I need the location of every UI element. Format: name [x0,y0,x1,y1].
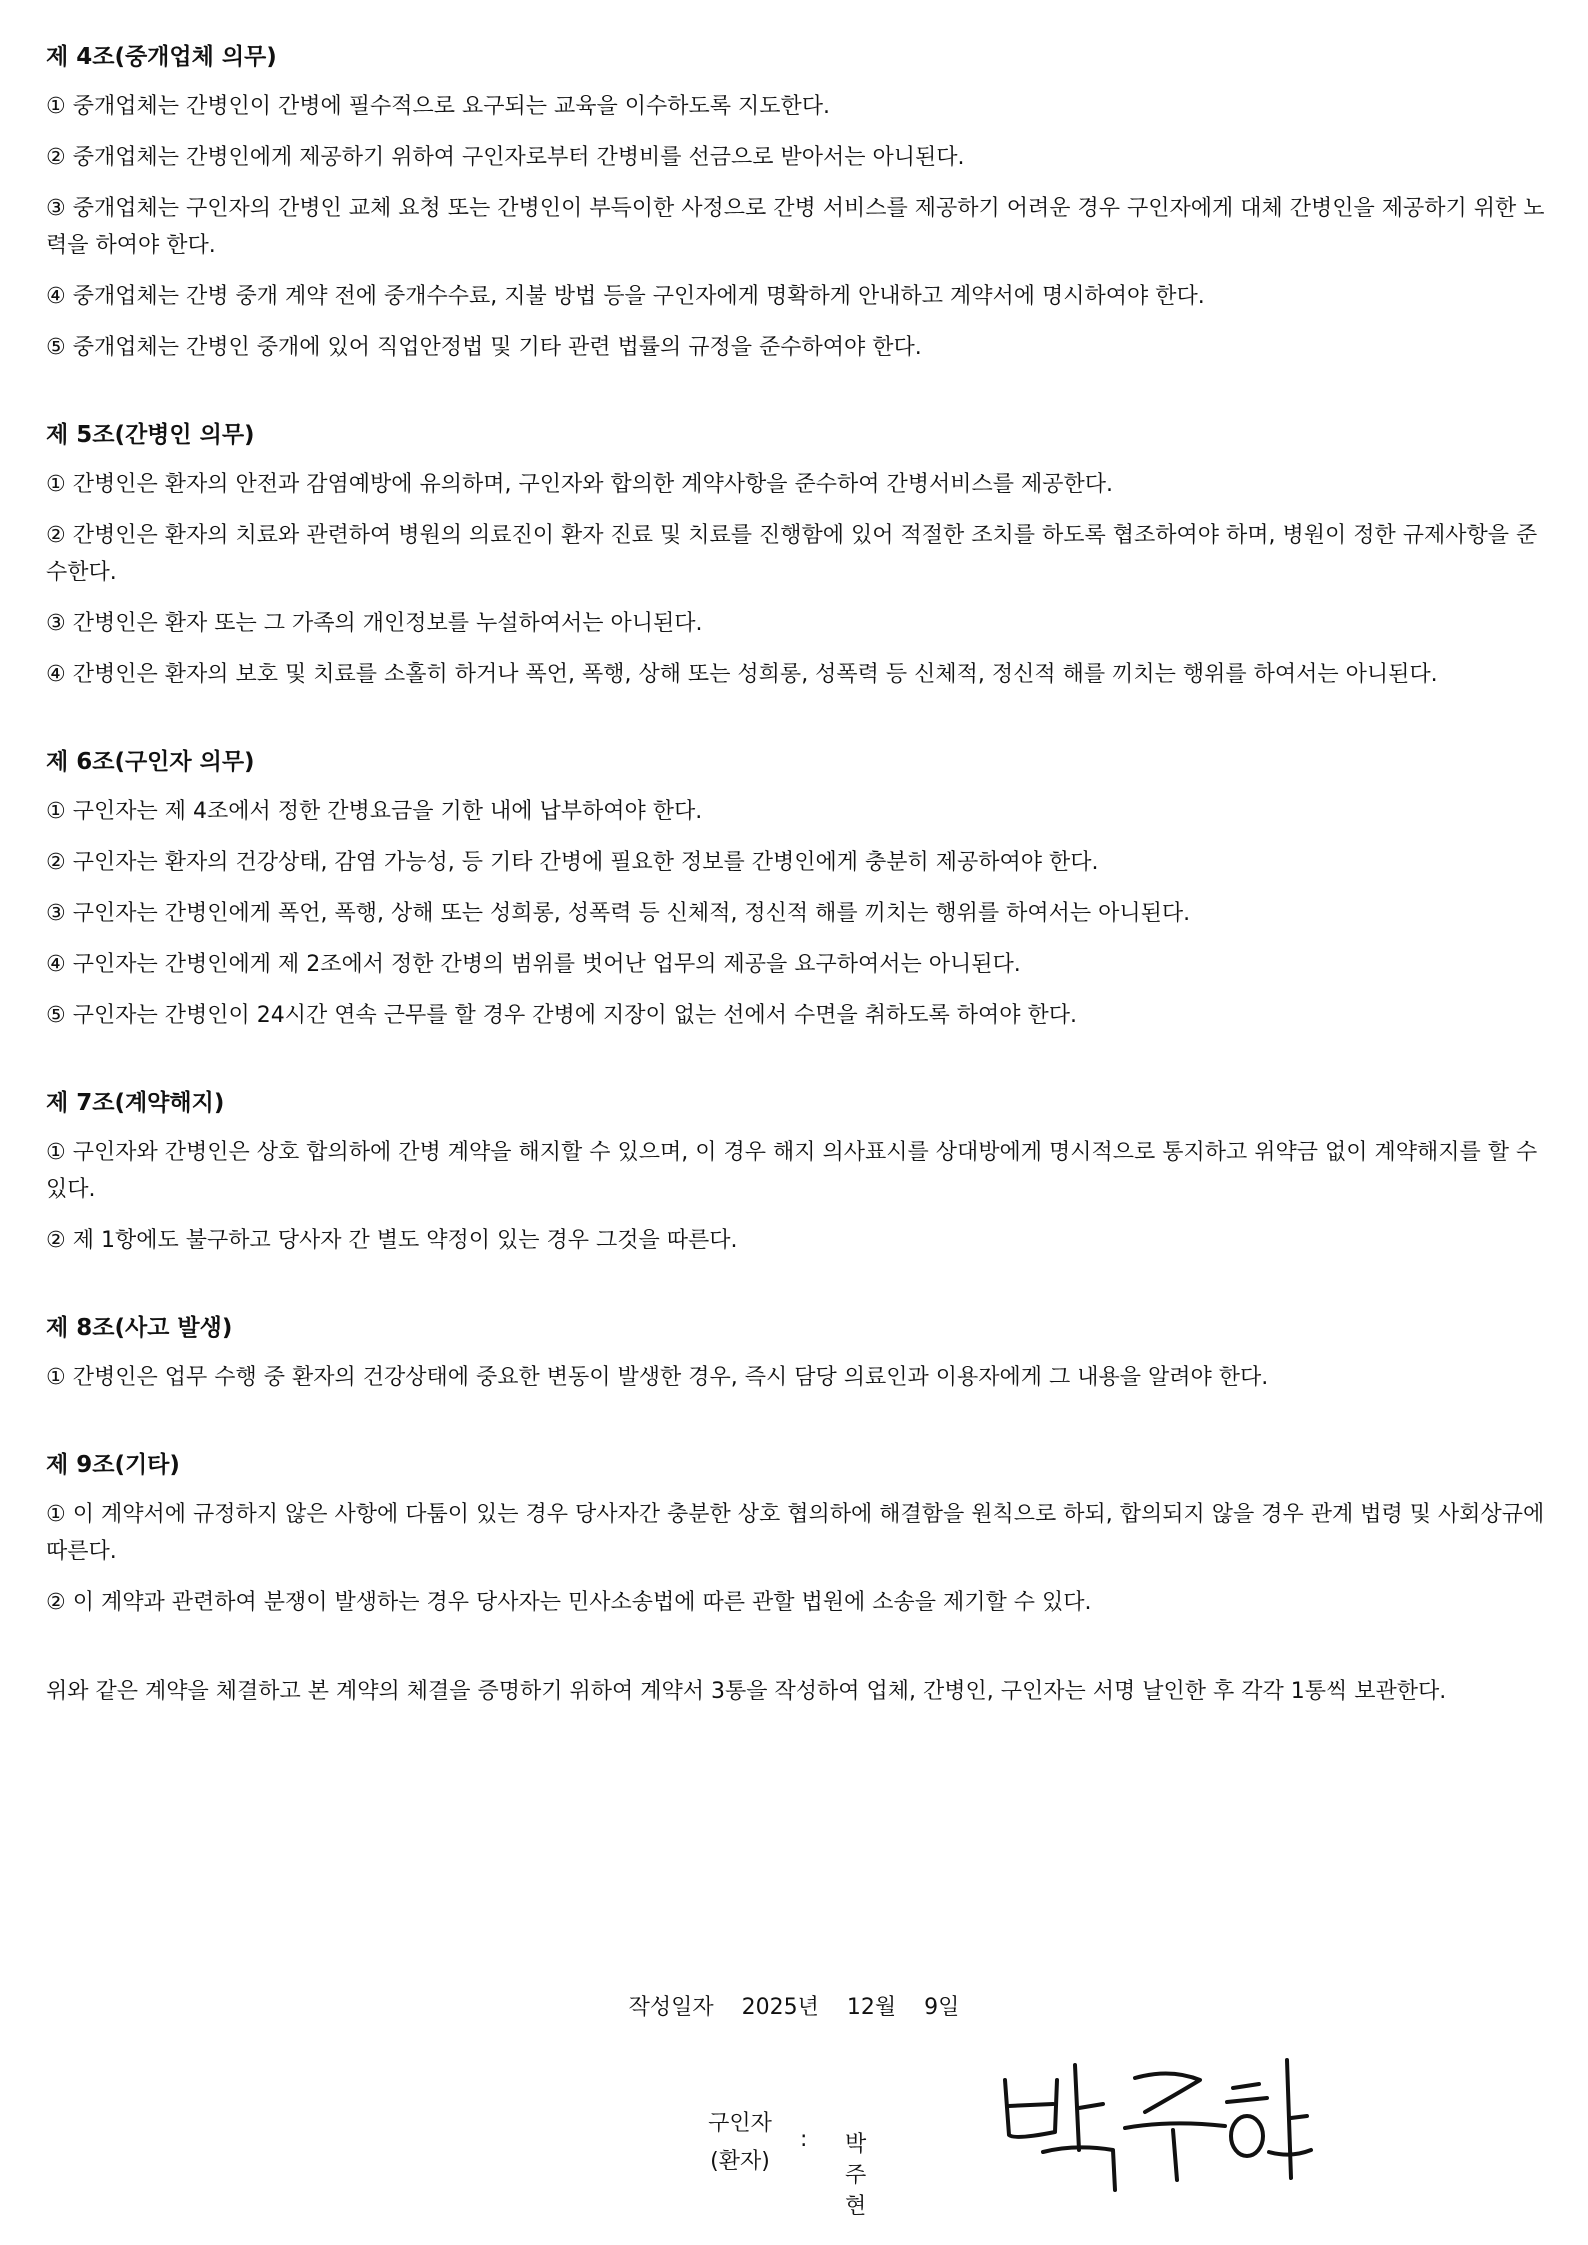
clause-item: ① 간병인은 업무 수행 중 환자의 건강상태에 중요한 변동이 발생한 경우, 즉시 담당 의료인과 이용자에게 그 내용을 알려야 한다. [46,1365,1269,1390]
clause-item: ① 구인자는 제 4조에서 정한 간병요금을 기한 내에 납부하여야 한다. [46,799,703,824]
clause-item: ④ 구인자는 간병인에게 제 2조에서 정한 간병의 범위를 벗어난 업무의 제공을 요구하여서는 아니된다. [46,952,1021,977]
article-section [46,1086,1546,1259]
article-title: 제 7조(계약해지) [46,1090,225,1116]
clause-item: ③ 구인자는 간병인에게 폭언, 폭행, 상해 또는 성희롱, 성폭력 등 신체적, 정신적 해를 끼치는 행위를 하여서는 아니된다. [46,901,1191,926]
signer-role-line2: (환자) [710,2149,770,2174]
article-title: 제 5조(간병인 의무) [46,422,255,448]
article-section [46,1448,1546,1621]
clause-item: ② 구인자는 환자의 건강상태, 감염 가능성, 등 기타 간병에 필요한 정보를 간병인에게 충분히 제공하여야 한다. [46,850,1099,875]
clause-item: ① 간병인은 환자의 안전과 감염예방에 유의하며, 구인자와 합의한 계약사항을 준수하여 간병서비스를 제공한다. [46,472,1113,497]
article-title: 제 4조(중개업체 의무) [46,44,277,70]
article-title: 제 6조(구인자 의무) [46,749,255,775]
clause-item: ③ 중개업체는 구인자의 간병인 교체 요청 또는 간병인이 부득이한 사정으로 간병 서비스를 제공하기 어려운 경우 구인자에게 대체 간병인을 제공하기 위한 노력을 하여야 한다. [46,196,1545,258]
clause-item: ④ 중개업체는 간병 중개 계약 전에 중개수수료, 지불 방법 등을 구인자에게 명확하게 안내하고 계약서에 명시하여야 한다. [46,284,1205,309]
clause-item: ② 중개업체는 간병인에게 제공하기 위하여 구인자로부터 간병비를 선금으로 받아서는 아니된다. [46,145,965,170]
clause-item: ② 간병인은 환자의 치료와 관련하여 병원의 의료진이 환자 진료 및 치료를 진행함에 있어 적절한 조치를 하도록 협조하여야 하며, 병원이 정한 규제사항을 준수한다. [46,523,1538,585]
article-title: 제 8조(사고 발생) [46,1315,233,1341]
closing-paragraph: 위와 같은 계약을 체결하고 본 계약의 체결을 증명하기 위하여 계약서 3통을 작성하여 업체, 간병인, 구인자는 서명 날인한 후 각각 1통씩 보관한다. [46,1679,1447,1704]
clause-item: ① 중개업체는 간병인이 간병에 필수적으로 요구되는 교육을 이수하도록 지도한다. [46,94,830,119]
signer-name: 박주현 [845,2132,867,2219]
clause-item: ④ 간병인은 환자의 보호 및 치료를 소홀히 하거나 폭언, 폭행, 상해 또는 성희롱, 성폭력 등 신체적, 정신적 해를 끼치는 행위를 하여서는 아니된다. [46,662,1438,687]
date-day: 9일 [924,1995,960,2020]
clause-item: ③ 간병인은 환자 또는 그 가족의 개인정보를 누설하여서는 아니된다. [46,611,703,636]
clause-item: ② 제 1항에도 불구하고 당사자 간 별도 약정이 있는 경우 그것을 따른다. [46,1228,738,1253]
article-section [46,40,1546,366]
date-label: 작성일자 [628,1995,714,2020]
article-title: 제 9조(기타) [46,1452,180,1478]
article-section [46,745,1546,1034]
articles-list [46,40,1546,1621]
clause-item: ⑤ 구인자는 간병인이 24시간 연속 근무를 할 경우 간병에 지장이 없는 선에서 수면을 취하도록 하여야 한다. [46,1003,1077,1028]
clause-item: ① 이 계약서에 규정하지 않은 사항에 다툼이 있는 경우 당사자간 충분한 상호 협의하에 해결함을 원칙으로 하되, 합의되지 않을 경우 관계 법령 및 사회상규에 따른다. [46,1502,1545,1564]
article-section [46,1311,1546,1396]
signer-role [690,2105,790,2181]
clause-item: ⑤ 중개업체는 간병인 중개에 있어 직업안정법 및 기타 관련 법률의 규정을 준수하여야 한다. [46,335,922,360]
date-month: 12월 [846,1995,897,2020]
signer-role-line1: 구인자 [708,2111,772,2136]
clause-item: ① 구인자와 간병인은 상호 합의하에 간병 계약을 해지할 수 있으며, 이 경우 해지 의사표시를 상대방에게 명시적으로 통지하고 위약금 없이 계약해지를 할 수 있다. [46,1140,1538,1202]
signer-colon: : [800,2127,808,2152]
article-section [46,418,1546,693]
date-year: 2025년 [741,1995,819,2020]
handwritten-signature [995,2040,1315,2200]
date-row [0,1990,1588,2026]
contract-body [46,40,1546,1710]
clause-item: ② 이 계약과 관련하여 분쟁이 발생하는 경우 당사자는 민사소송법에 따른 관할 법원에 소송을 제기할 수 있다. [46,1590,1092,1615]
